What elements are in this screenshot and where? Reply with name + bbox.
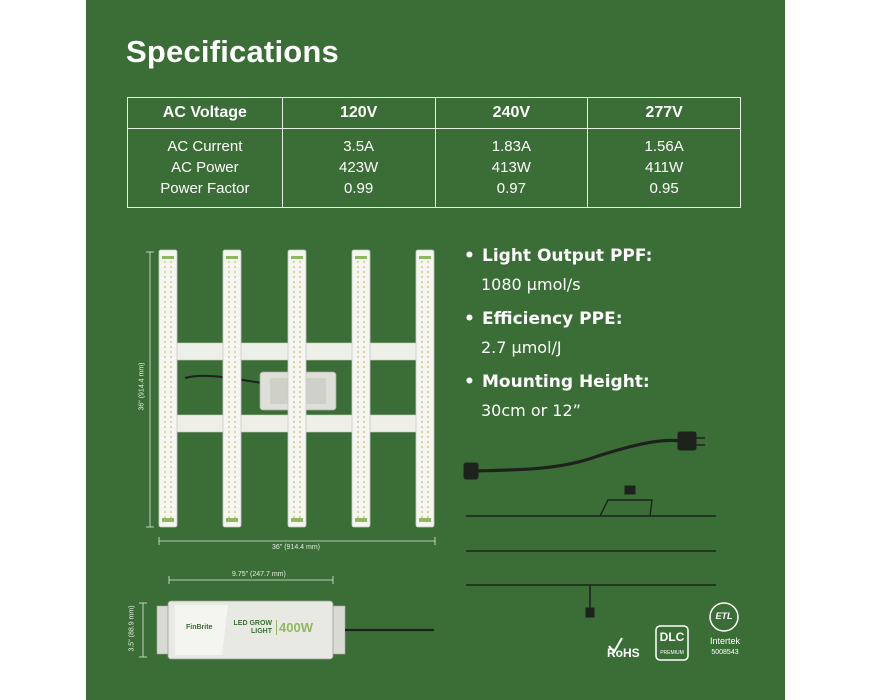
- led-strip: [352, 250, 370, 527]
- row-label: AC Current: [128, 129, 283, 158]
- fixture-width-label: 36" (914.4 mm): [272, 544, 321, 551]
- led-strip: [223, 250, 241, 527]
- etl-mark-label: ETL: [715, 611, 733, 621]
- feature-label: Mounting Height:: [482, 372, 650, 392]
- feature-value: 2.7 μmol/J: [481, 338, 562, 357]
- power-cord: [468, 440, 680, 471]
- table-cell: 1.56A: [588, 129, 741, 158]
- table-cell: 0.99: [282, 178, 435, 208]
- feature-label: Light Output PPF:: [482, 246, 653, 266]
- table-cell: 0.95: [588, 178, 741, 208]
- led-driver: [139, 576, 434, 659]
- table-cell: 411W: [588, 157, 741, 178]
- led-strip: [416, 250, 434, 527]
- bullet-icon: •: [464, 309, 475, 329]
- rohs-label: RoHS: [607, 646, 640, 660]
- dlc-label: DLC: [659, 630, 685, 644]
- header-240v: 240V: [435, 98, 588, 129]
- grow-light-fixture: [146, 250, 435, 545]
- header-277v: 277V: [588, 98, 741, 129]
- driver-length-label: 9.75" (247.7 mm): [232, 571, 286, 578]
- table-cell: 0.97: [435, 178, 588, 208]
- driver-brand: FinBrite: [186, 624, 213, 631]
- table-cell: 413W: [435, 157, 588, 178]
- header-120v: 120V: [282, 98, 435, 129]
- plug-icon: [678, 432, 696, 450]
- driver-label-line2: LIGHT: [251, 628, 272, 635]
- table-cell: 3.5A: [282, 129, 435, 158]
- led-strip: [159, 250, 177, 527]
- table-cell: 423W: [282, 157, 435, 178]
- connector-icon: [464, 463, 478, 479]
- driver-type-label: [232, 620, 272, 636]
- driver-label-line1: LED GROW: [233, 620, 272, 627]
- header-ac-voltage: AC Voltage: [128, 98, 283, 129]
- fixture-height-label: 36" (914.4 mm): [138, 362, 146, 411]
- feature-value: 30cm or 12”: [481, 401, 581, 420]
- accessory-cables: [464, 432, 716, 617]
- feature-label: Efficiency PPE:: [482, 309, 623, 329]
- led-strip: [288, 250, 306, 527]
- bullet-icon: •: [464, 372, 475, 392]
- row-label: Power Factor: [128, 178, 283, 208]
- feature-value: 1080 μmol/s: [481, 275, 581, 294]
- page-title: Specifications: [126, 34, 339, 69]
- table-cell: 1.83A: [435, 129, 588, 158]
- driver-height-label: 3.5" (88.9 mm): [128, 605, 136, 652]
- driver-wattage: 400W: [276, 620, 313, 635]
- dlc-sub-label: PREMIUM: [660, 650, 684, 656]
- row-label: AC Power: [128, 157, 283, 178]
- bullet-icon: •: [464, 246, 475, 266]
- etl-number-label: 5008543: [711, 649, 739, 656]
- etl-company-label: Intertek: [709, 636, 740, 646]
